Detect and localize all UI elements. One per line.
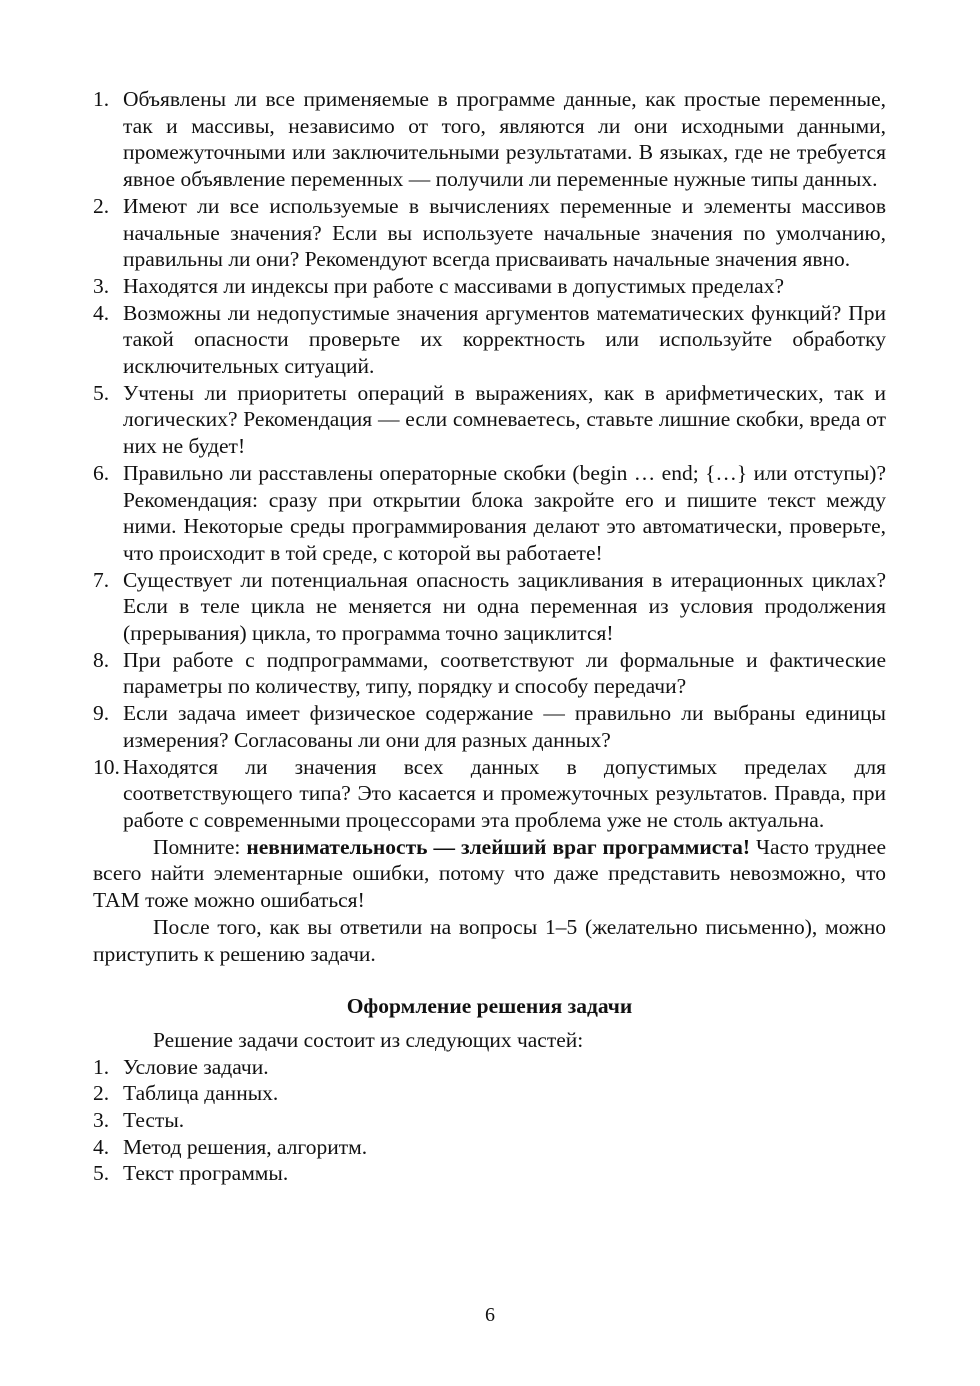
remember-paragraph — [93, 834, 886, 914]
solution-parts-list — [93, 1054, 886, 1188]
checklist-item-10 — [93, 754, 886, 834]
remember-emphasis: невнимательность — злейший враг программиста! — [246, 834, 751, 859]
section-intro: Решение задачи состоит из следующих частей: — [153, 1027, 584, 1052]
item-text: Объявлены ли все применяемые в программе данные, как простые переменные, так и массивы, независимо от того, являются ли они исходными данными, промежуточными или заключительными результатами. В языках, где не требуется явное объявление переменных — получили ли переменные нужные типы данных. — [123, 87, 886, 192]
page-content — [93, 86, 886, 1187]
checklist-item-4 — [93, 300, 886, 380]
item-text: Если задача имеет физическое содержание — правильно ли выбраны единицы измерения? Согласованы ли они для разных данных? — [123, 701, 886, 752]
item-text: Находятся ли значения всех данных в допустимых пределах для соответствующего типа? Это касается и промежуточных результатов. Правда, при работе с современными процессорами эта проблема уже не столь актуальна. — [123, 754, 886, 832]
item-number: 2. — [93, 193, 110, 218]
item-number: 1. — [93, 87, 110, 111]
solution-part-1 — [93, 1054, 886, 1081]
item-text: Имеют ли все используемые в вычислениях переменные и элементы массивов начальные значения? Если вы используете начальные значения по умолчанию, правильны ли они? Рекомендуют всегда присваивать начальные значения явно. — [123, 193, 886, 272]
checklist — [93, 86, 886, 834]
section-heading: Оформление решения задачи — [346, 994, 633, 1019]
item-number: 6. — [93, 460, 110, 485]
item-text: Возможны ли недопустимые значения аргументов математических функций? При такой опасности проверьте их корректность или используйте обработку исключительных ситуаций. — [123, 300, 886, 379]
checklist-item-8 — [93, 647, 886, 700]
solution-part-5 — [93, 1160, 886, 1187]
item-text: Условие задачи. — [123, 1054, 269, 1079]
item-text: Метод решения, алгоритм. — [123, 1134, 368, 1159]
item-number: 10. — [93, 754, 120, 779]
item-text: Правильно ли расставлены операторные скобки (begin … end; {…} или отступы)? Рекомендация: сразу при открытии блока закройте его и пишите текст между ними. Некоторые среды программирования делают это автоматически, проверьте, что происходит в той среде, с которой вы работаете! — [123, 460, 886, 565]
item-number: 2. — [93, 1081, 110, 1106]
item-text: Текст программы. — [123, 1161, 289, 1186]
item-text: При работе с подпрограммами, соответствуют ли формальные и фактические параметры по количеству, типу, порядку и способу передачи? — [123, 647, 886, 699]
item-text: Существует ли потенциальная опасность зацикливания в итерационных циклах? Если в теле цикла не меняется ни одна переменная из условия продолжения (прерывания) цикла, то программа точно зациклится! — [123, 567, 886, 646]
item-number: 3. — [93, 273, 110, 298]
checklist-item-7 — [93, 567, 886, 647]
item-number: 3. — [93, 1108, 110, 1133]
page-number: 6 — [485, 1304, 495, 1326]
item-number: 4. — [93, 300, 110, 325]
item-text: Находятся ли индексы при работе с массивами в допустимых пределах? — [123, 273, 785, 298]
item-number: 7. — [93, 567, 110, 592]
checklist-item-1 — [93, 86, 886, 193]
item-number: 1. — [93, 1054, 110, 1079]
remember-lead: Помните: — [153, 834, 247, 859]
remember-rest: Часто труднее всего найти элементарные ошибки, потому что даже представить невозможно, что ТАМ тоже можно ошибаться! — [93, 834, 886, 913]
checklist-item-6 — [93, 460, 886, 567]
item-number: 5. — [93, 1161, 110, 1186]
item-text: Тесты. — [123, 1108, 185, 1133]
item-text: Учтены ли приоритеты операций в выражениях, как в арифметических, так и логических? Рекомендация — если сомневаетесь, ставьте лишние скобки, вреда от них не будет! — [123, 380, 886, 459]
solution-part-4 — [93, 1134, 886, 1161]
item-number: 4. — [93, 1134, 110, 1159]
checklist-item-2 — [93, 193, 886, 273]
checklist-item-9 — [93, 700, 886, 753]
checklist-item-5 — [93, 380, 886, 460]
item-number: 8. — [93, 647, 110, 672]
item-number: 9. — [93, 701, 110, 726]
item-number: 5. — [93, 380, 110, 405]
item-text: Таблица данных. — [123, 1081, 279, 1106]
checklist-item-3 — [93, 273, 886, 300]
after-questions-paragraph: После того, как вы ответили на вопросы 1–5 (желательно письменно), можно приступить к решению задачи. — [93, 914, 886, 966]
solution-part-2 — [93, 1080, 886, 1107]
solution-part-3 — [93, 1107, 886, 1134]
